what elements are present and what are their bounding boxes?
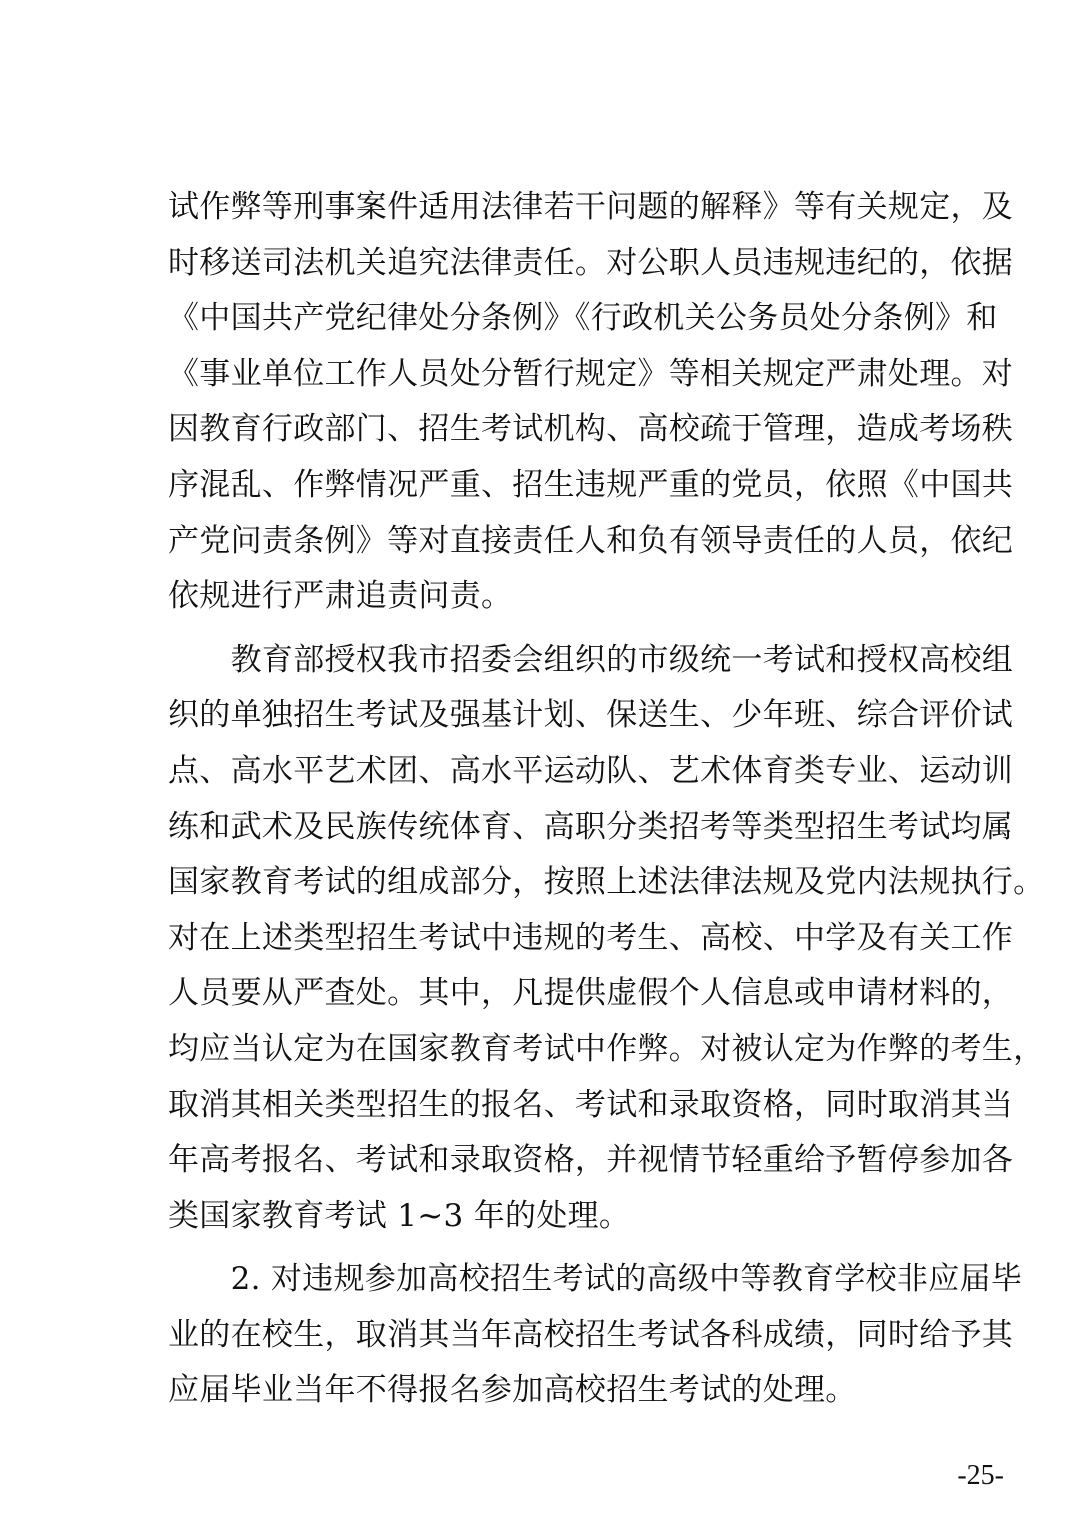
text-line: 因教育行政部门、招生考试机构、高校疏于管理，造成考场秩 <box>168 411 1014 448</box>
text-line: 国家教育考试的组成部分，按照上述法律法规及党内法规执行。 <box>168 864 1045 901</box>
text-line: 点、高水平艺术团、高水平运动队、艺术体育类专业、运动训 <box>168 752 1014 789</box>
body-text <box>168 180 1045 1419</box>
paragraph-2 <box>168 633 1045 1245</box>
text-line: 业的在校生，取消其当年高校招生考试各科成绩，同时给予其 <box>168 1316 1014 1353</box>
text-line: 取消其相关类型招生的报名、考试和录取资格，同时取消其当 <box>168 1086 1014 1123</box>
text-line: 时移送司法机关追究法律责任。对公职人员违规违纪的，依据 <box>168 244 1014 281</box>
text-line: 依规进行严肃追责问责。 <box>168 578 513 615</box>
text-line: 年高考报名、考试和录取资格，并视情节轻重给予暂停参加各 <box>168 1142 1014 1179</box>
text-line: 产党问责条例》等对直接责任人和负有领导责任的人员，依纪 <box>168 522 1014 559</box>
text-line: 教育部授权我市招委会组织的市级统一考试和授权高校组 <box>168 641 1014 678</box>
paragraph-spacer <box>168 1244 968 1252</box>
text-line: 对在上述类型招生考试中违规的考生、高校、中学及有关工作 <box>168 919 1014 956</box>
text-line: 练和武术及民族传统体育、高职分类招考等类型招生考试均属 <box>168 808 1014 845</box>
page-number: -25- <box>957 1460 1004 1491</box>
text-line: 人员要从严查处。其中，凡提供虚假个人信息或申请材料的， <box>168 975 1014 1012</box>
text-line: 织的单独招生考试及强基计划、保送生、少年班、综合评价试 <box>168 697 1014 734</box>
text-line: 《中国共产党纪律处分条例》《行政机关公务员处分条例》和 <box>168 300 998 337</box>
paragraph-spacer <box>168 625 968 633</box>
text-line: 序混乱、作弊情况严重、招生违规严重的党员，依照《中国共 <box>168 466 1014 503</box>
text-line: 2. 对违规参加高校招生考试的高级中等教育学校非应届毕 <box>168 1261 1023 1298</box>
text-line: 应届毕业当年不得报名参加高校招生考试的处理。 <box>168 1372 857 1409</box>
text-line: 均应当认定为在国家教育考试中作弊。对被认定为作弊的考生， <box>168 1030 1045 1067</box>
paragraph-3 <box>168 1252 1023 1419</box>
text-line: 类国家教育考试 1~3 年的处理。 <box>168 1197 631 1234</box>
paragraph-1 <box>168 180 1014 625</box>
text-line: 试作弊等刑事案件适用法律若干问题的解释》等有关规定，及 <box>168 189 1014 225</box>
text-line: 《事业单位工作人员处分暂行规定》等相关规定严肃处理。对 <box>168 355 1014 392</box>
